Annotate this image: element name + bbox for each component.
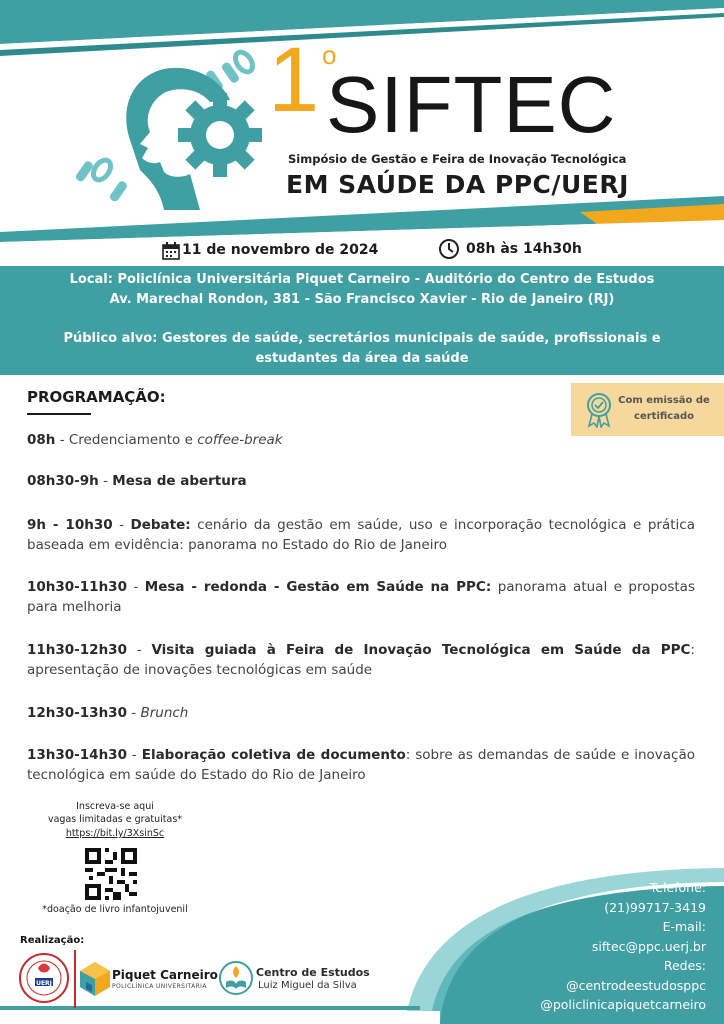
logo-divider [74, 950, 76, 1008]
item-time: 10h30-11h30 [27, 579, 127, 595]
item-text: panorama atual e propostas para melhoria [27, 579, 695, 615]
location-line-2: Av. Marechal Rondon, 381 - São Francisco Xavier - Rio de Janeiro (RJ) [109, 292, 615, 307]
item-italic: Brunch [140, 705, 189, 721]
registration-line-1: Inscreva-se aqui [76, 801, 154, 812]
social-handle-1[interactable]: @centrodeestudosppc [566, 977, 706, 993]
item-time: 11h30-12h30 [27, 642, 127, 658]
realizacao-label: Realização: [20, 935, 85, 946]
certificate-text: Com emissão de certificado [618, 395, 710, 422]
program-title: PROGRAMAÇÃO: [27, 388, 166, 406]
program-title-underline [27, 413, 91, 415]
item-text: : sobre as demandas de saúde e inovação tecnológica em saúde do Estado do Rio de Janeiro [27, 747, 695, 783]
time-block [438, 238, 598, 260]
edition-ordinal: o [322, 40, 337, 70]
svg-text:UERJ: UERJ [36, 980, 52, 987]
registration-line-2: vagas limitadas e gratuitas* [47, 814, 183, 825]
event-time: 08h às 14h30h [466, 241, 582, 257]
item-sep: - [126, 579, 145, 595]
program-item [27, 515, 695, 555]
item-sep: - [112, 517, 131, 533]
date-block [162, 241, 382, 261]
piquet-carneiro-title: Piquet Carneiro [112, 968, 218, 982]
program-item [27, 640, 695, 680]
item-time: 13h30-14h30 [27, 747, 127, 763]
item-sep: - [126, 705, 141, 721]
uerj-logo [18, 952, 70, 1004]
item-bold: Elaboração coletiva de documento [141, 747, 406, 763]
event-subtitle: Simpósio de Gestão e Feira de Inovação Tecnológica [288, 152, 627, 166]
calendar-icon [162, 242, 180, 260]
location-line-1: Local: Policlínica Universitária Piquet Carneiro - Auditório do Centro de Estudos [69, 272, 655, 287]
item-bold: Mesa de abertura [112, 473, 247, 489]
item-time: 08h30-9h [27, 473, 99, 489]
phone-label: Telefone: [649, 880, 706, 895]
item-bold: Visita guiada à Feira de Inovação Tecnológica em Saúde da PPC [151, 642, 691, 658]
item-sep: - [126, 747, 142, 763]
registration-link[interactable]: https://bit.ly/3XsinSc [65, 828, 165, 839]
edition-number: 1 [268, 29, 320, 131]
phone-number[interactable]: (21)99717-3419 [604, 899, 706, 915]
piquet-carneiro-logo-icon [80, 962, 110, 996]
email-label: E-mail: [662, 919, 706, 934]
program-item [27, 577, 695, 617]
item-text: : apresentação de inovações tecnológicas em saúde [27, 642, 695, 678]
event-title: SIFTEC [326, 60, 617, 149]
program-item [27, 430, 695, 450]
program-item [27, 745, 695, 785]
item-sep: - [126, 642, 152, 658]
clock-icon [438, 238, 460, 260]
item-sep: - [98, 473, 113, 489]
registration-note: *doação de livro infantojuvenil [42, 904, 188, 915]
event-subtitle-line2: EM SAÚDE DA PPC/UERJ [286, 170, 629, 199]
social-handle-2[interactable]: @policlinicapiquetcarneiro [540, 997, 706, 1012]
item-bold: Mesa - redonda - Gestão em Saúde na PPC: [144, 579, 492, 595]
audience-line-2: estudantes da área da saúde [255, 351, 469, 366]
program-item [27, 703, 695, 723]
email-address[interactable]: siftec@ppc.uerj.br [591, 938, 706, 954]
item-italic: coffee-break [197, 432, 283, 448]
program-item [27, 471, 695, 491]
centro-estudos-title: Centro de Estudos [256, 966, 370, 979]
centro-estudos-subtitle: Luiz Miguel da Silva [258, 980, 357, 991]
item-time: 9h - 10h30 [27, 517, 113, 533]
centro-estudos-logo-icon [218, 960, 254, 996]
contact-block [540, 878, 706, 1015]
social-label: Redes: [663, 958, 706, 973]
item-text: cenário da gestão em saúde, uso e incorporação tecnológica e prática baseada em evidência: panorama no Estado do Rio de Janeiro [27, 517, 695, 553]
item-time: 08h [27, 432, 56, 448]
item-bold: Debate: [130, 517, 191, 533]
event-date: 11 de novembro de 2024 [182, 242, 379, 258]
item-text: Credenciamento e [68, 432, 198, 448]
audience-line-1: Público alvo: Gestores de saúde, secretários municipais de saúde, profissionais e [63, 331, 661, 346]
piquet-carneiro-subtitle: POLICLÍNICA UNIVERSITÁRIA [112, 983, 207, 990]
item-time: 12h30-13h30 [27, 705, 127, 721]
certificate-ribbon-icon [584, 392, 614, 428]
item-sep: - [55, 432, 69, 448]
